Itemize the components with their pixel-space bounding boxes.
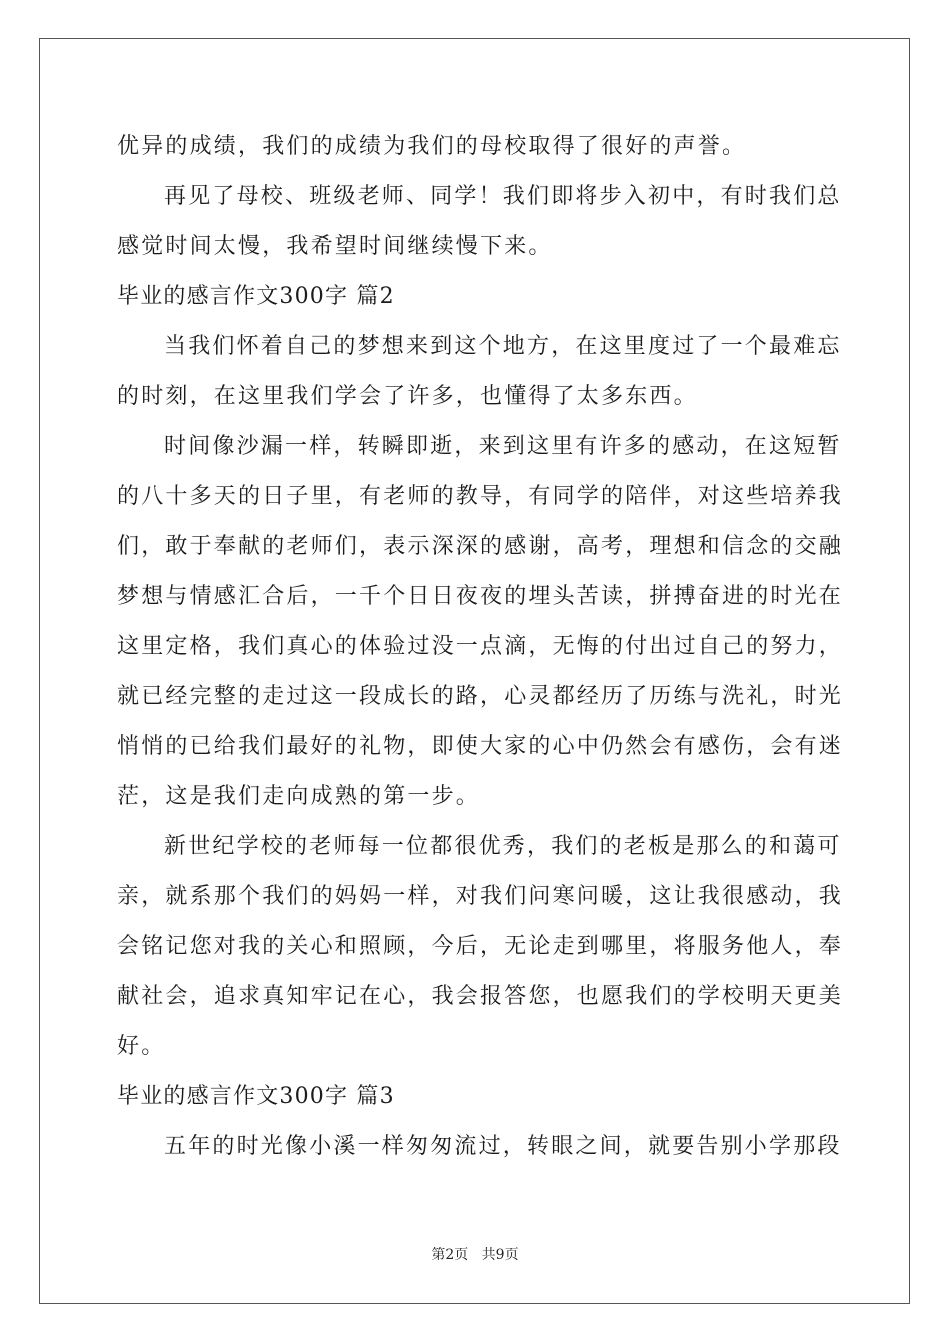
text-line: 优异的成绩，我们的成绩为我们的母校取得了很好的声誉。 <box>117 134 747 159</box>
text-line: 这里定格，我们真心的体验过没一点滴，无悔的付出过自己的努力， <box>117 634 844 659</box>
text-line: 感觉时间太慢，我希望时间继续慢下来。 <box>117 234 553 259</box>
page-total: 共9页 <box>481 1247 519 1263</box>
paragraph-start: 时间像沙漏一样，转瞬即逝，来到这里有许多的感动，在这短暂 <box>164 434 842 459</box>
text-line: 悄悄的已给我们最好的礼物，即使大家的心中仍然会有感伤，会有迷 <box>117 734 844 759</box>
text-line: 的八十多天的日子里，有老师的教导，有同学的陪伴，对这些培养我 <box>117 484 844 509</box>
text-line: 梦想与情感汇合后，一千个日日夜夜的埋头苦读，拼搏奋进的时光在 <box>117 584 844 609</box>
page-footer <box>0 1244 950 1264</box>
document-body <box>117 122 844 1172</box>
section-heading: 毕业的感言作文300字 篇2 <box>117 284 395 309</box>
page-number: 第2页 <box>431 1247 469 1263</box>
paragraph-start: 新世纪学校的老师每一位都很优秀，我们的老板是那么的和蔼可 <box>164 834 842 859</box>
section-heading: 毕业的感言作文300字 篇3 <box>117 1084 395 1109</box>
text-line: 好。 <box>117 1034 166 1059</box>
text-line: 茫，这是我们走向成熟的第一步。 <box>117 784 481 809</box>
text-line: 亲，就系那个我们的妈妈一样，对我们问寒问暖，这让我很感动，我 <box>117 884 844 909</box>
paragraph-start: 再见了母校、班级老师、同学！我们即将步入初中，有时我们总 <box>164 184 842 209</box>
paragraph-start: 五年的时光像小溪一样匆匆流过，转眼之间，就要告别小学那段 <box>164 1134 842 1159</box>
text-line: 会铭记您对我的关心和照顾，今后，无论走到哪里，将服务他人，奉 <box>117 934 844 959</box>
text-line: 就已经完整的走过这一段成长的路，心灵都经历了历练与洗礼，时光 <box>117 684 844 709</box>
text-line: 献社会，追求真知牢记在心，我会报答您，也愿我们的学校明天更美 <box>117 984 844 1009</box>
text-line: 的时刻，在这里我们学会了许多，也懂得了太多东西。 <box>117 384 698 409</box>
text-line: 们，敢于奉献的老师们，表示深深的感谢，高考，理想和信念的交融 <box>117 534 844 559</box>
paragraph-start: 当我们怀着自己的梦想来到这个地方，在这里度过了一个最难忘 <box>164 334 842 359</box>
